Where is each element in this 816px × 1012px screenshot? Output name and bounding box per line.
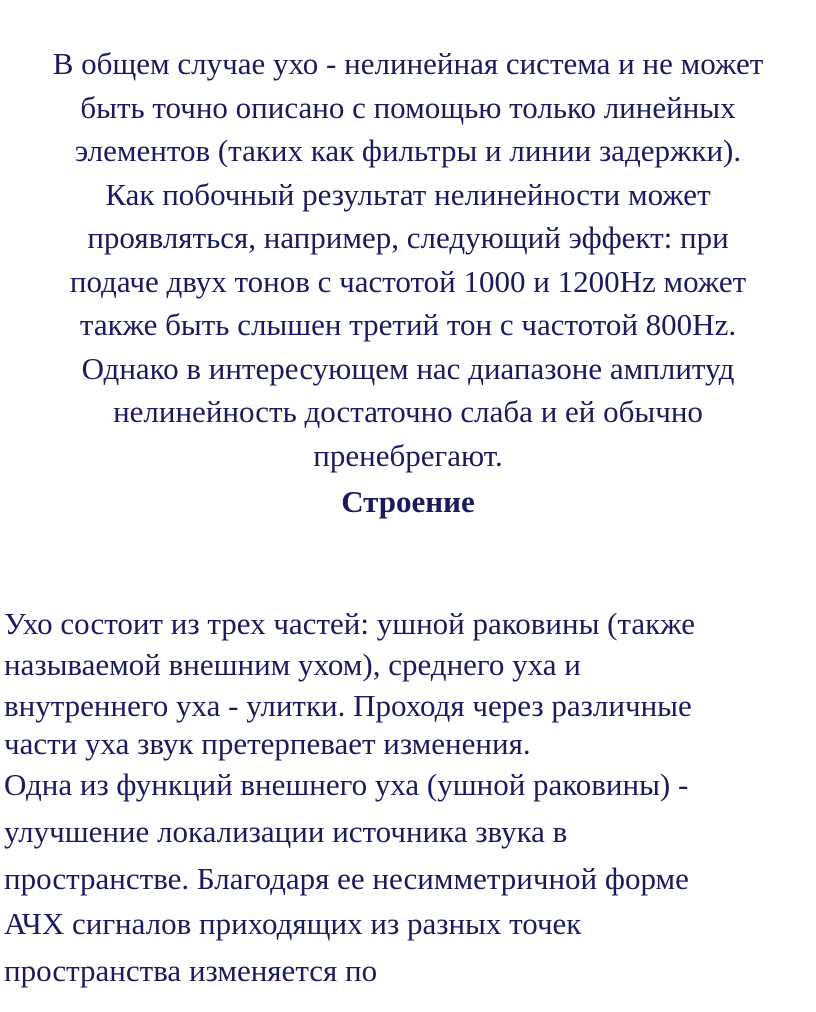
body-line: внутреннего уха - улитки. Проходя через различные	[4, 688, 692, 723]
intro-paragraph	[0, 42, 816, 477]
body-line: пространства изменяется по	[4, 953, 378, 988]
body-line: АЧХ сигналов приходящих из разных точек	[4, 906, 582, 941]
body-line: Одна из функций внешнего уха (ушной раковины) -	[4, 767, 689, 802]
intro-line: Как побочный результат нелинейности может	[105, 176, 711, 212]
section-heading: Строение	[341, 484, 475, 519]
body-line: улучшение локализации источника звука в	[4, 814, 568, 849]
body-line: пространстве. Благодаря ее несимметричной форме	[4, 861, 689, 896]
body-line: Ухо состоит из трех частей: ушной раковины (также	[4, 606, 695, 641]
intro-line: В общем случае ухо - нелинейная система и не может	[52, 46, 764, 81]
intro-line: элементов (таких как фильтры и линии задержки).	[74, 133, 742, 168]
intro-line: пренебрегают.	[313, 437, 503, 473]
intro-line: нелинейность достаточно слаба и ей обычно	[113, 394, 703, 429]
intro-line: Однако в интересующем нас диапазоне амплитуд	[81, 350, 735, 386]
intro-line: проявляться, например, следующий эффект: при	[87, 220, 729, 255]
body-line: части уха звук претерпевает изменения.	[4, 726, 531, 761]
intro-line: быть точно описано с помощью только линейных	[80, 89, 736, 125]
intro-line: также быть слышен третий тон с частотой 800Hz.	[79, 307, 737, 342]
intro-line: подаче двух тонов с частотой 1000 и 1200Hz может	[69, 263, 747, 299]
body-line: называемой внешним ухом), среднего уха и	[4, 647, 581, 682]
